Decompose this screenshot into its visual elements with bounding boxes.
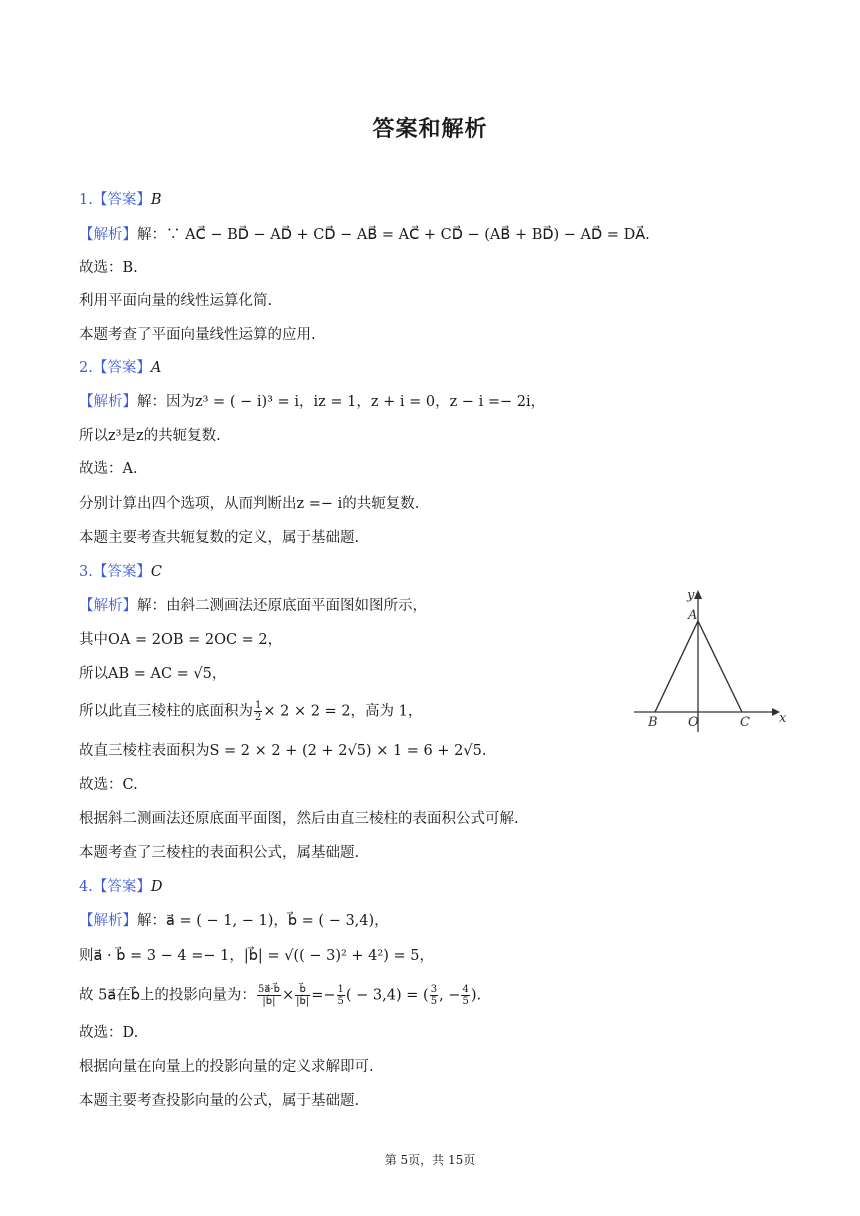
q3-half-num: 1 <box>255 700 262 711</box>
side-ab <box>655 621 698 712</box>
q3-half-den: 2 <box>255 712 262 723</box>
q3-jiexi: 解：由斜二测画法还原底面平面图如图所示， <box>137 598 427 614</box>
side-ac <box>698 621 742 712</box>
q4-frac2-num: b⃗ <box>295 984 310 996</box>
q2-line2: 所以z³是z的共轭复数. <box>79 428 221 444</box>
q3-line4-post: × 2 × 2 = 2，高为 1， <box>263 703 423 720</box>
q4-mid: ( − 3,4) = ( <box>345 987 429 1004</box>
q3-line4 <box>79 700 422 723</box>
q4-line3-pre: 故 5a⃗在b⃗上的投影向量为： <box>79 987 256 1004</box>
q2-analysis: 分别计算出四个选项，从而判断出z =− i的共轭复数. <box>79 496 420 512</box>
q4-frac3-num: 1 <box>337 984 344 995</box>
q3-line3: 所以AB = AC = √5， <box>79 666 227 682</box>
q2-jiexi: 解：因为z³ = ( − i)³ = i，iz = 1，z + i = 0，z − i =− 2i， <box>137 394 546 410</box>
q4-line2: 则a⃗ · b⃗ = 3 − 4 =− 1，|b⃗| = √(( − 3)² + 4²) = 5， <box>79 948 434 964</box>
q3-choose: 故选：C. <box>79 777 138 793</box>
q4-line3 <box>79 984 481 1007</box>
q4-answer: D <box>150 879 163 895</box>
q2-comment: 本题主要考查共轭复数的定义，属于基础题. <box>79 530 360 546</box>
q4-eq1: =− <box>311 987 336 1004</box>
q1-answer: B <box>150 192 162 208</box>
q4-comment: 本题主要考查投影向量的公式，属于基础题. <box>79 1093 360 1109</box>
q4-jiexi-line <box>79 911 389 931</box>
q4-analysis: 根据向量在向量上的投影向量的定义求解即可. <box>79 1059 374 1075</box>
triangle-figure <box>632 586 792 738</box>
q4-frac1-den: |b⃗| <box>262 996 276 1007</box>
q1-comment: 本题考查了平面向量线性运算的应用. <box>79 327 316 343</box>
q4-frac5-den: 5 <box>462 996 469 1007</box>
q2-jiexi-line <box>79 392 545 412</box>
q4-choose: 故选：D. <box>79 1025 139 1041</box>
label-y: y <box>687 588 695 603</box>
q4-frac2 <box>295 984 310 1007</box>
q3-half-fraction <box>254 700 262 723</box>
q1-answer-line <box>79 190 162 210</box>
q4-frac1-num: 5a⃗·b⃗ <box>257 984 280 995</box>
q1-jiexi: 解：∵ AC⃗ − BD⃗ − AD⃗ + CD⃗ − AB⃗ = AC⃗ + CD⃗ − (AB⃗ + BD⃗) − AD⃗ = DA⃗. <box>137 227 650 243</box>
q3-line5: 故直三棱柱表面积为S = 2 × 2 + (2 + 2√5) × 1 = 6 + 2√5. <box>79 743 487 759</box>
q4-frac3 <box>337 984 345 1007</box>
q2-answer-line <box>79 358 161 378</box>
label-c: C <box>740 715 750 730</box>
q4-frac4-num: 3 <box>430 984 438 995</box>
q4-frac4 <box>430 984 438 1007</box>
q1-analysis: 利用平面向量的线性运算化简. <box>79 293 273 309</box>
q3-answer-label: 3.【答案】 <box>79 564 151 580</box>
q4-frac5-num: 4 <box>462 984 469 995</box>
q4-frac1 <box>257 984 281 1007</box>
q4-comma: , − <box>439 987 461 1004</box>
label-b: B <box>648 715 658 730</box>
q4-frac5 <box>461 984 469 1007</box>
page-footer: 第 5页，共 15页 <box>384 1153 476 1167</box>
q3-analysis: 根据斜二测画法还原底面平面图，然后由直三棱柱的表面积公式可解. <box>79 811 519 827</box>
q2-jiexi-label: 【解析】 <box>79 394 137 410</box>
q3-answer-line <box>79 562 162 582</box>
q2-choose: 故选：A. <box>79 461 138 477</box>
q3-jiexi-line <box>79 596 427 616</box>
q4-jiexi-label: 【解析】 <box>79 913 137 929</box>
y-axis-arrow <box>694 590 702 599</box>
label-x: x <box>779 711 787 726</box>
q4-frac3-den: 5 <box>337 996 344 1007</box>
q4-times: × <box>281 987 295 1004</box>
q3-jiexi-label: 【解析】 <box>79 598 137 614</box>
page-title: 答案和解析 <box>372 117 488 142</box>
label-a: A <box>688 608 698 623</box>
q2-answer-label: 2.【答案】 <box>79 360 151 376</box>
q1-answer-label: 1.【答案】 <box>79 192 151 208</box>
q4-frac4-den: 5 <box>430 996 438 1007</box>
q2-answer: A <box>150 360 162 376</box>
label-o: O <box>688 715 699 730</box>
q3-comment: 本题考查了三棱柱的表面积公式，属基础题. <box>79 845 360 861</box>
q1-jiexi-line <box>79 225 650 245</box>
q4-answer-line <box>79 877 162 897</box>
q3-answer: C <box>150 564 162 580</box>
q1-choose: 故选：B. <box>79 260 138 276</box>
q4-end: ). <box>470 987 482 1004</box>
q4-frac2-den: |b⃗| <box>296 996 310 1007</box>
q3-line4-pre: 所以此直三棱柱的底面积为 <box>79 703 253 720</box>
q4-answer-label: 4.【答案】 <box>79 879 151 895</box>
q1-jiexi-label: 【解析】 <box>79 227 137 243</box>
q3-line2: 其中OA = 2OB = 2OC = 2， <box>79 632 283 648</box>
q4-jiexi: 解：a⃗ = ( − 1, − 1)，b⃗ = ( − 3,4)， <box>137 913 389 929</box>
